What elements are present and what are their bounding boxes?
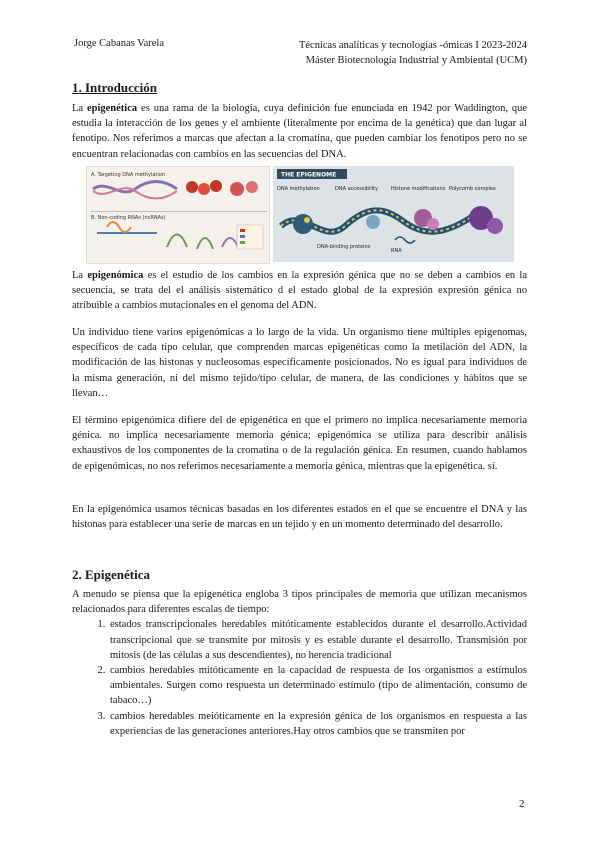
- memory-types-list: [72, 617, 527, 739]
- label-polycomb: Polycomb complex: [449, 186, 496, 192]
- label-dna-accessibility: DNA accessibility: [335, 186, 379, 192]
- p2-pre: La: [72, 270, 88, 281]
- term-epigenetica: epigenética: [86, 103, 138, 114]
- label-dna-methylation: DNA methylation: [277, 186, 320, 192]
- section-2-body: [72, 587, 527, 739]
- header-author: Jorge Cabanas Varela: [74, 38, 164, 49]
- intro-paragraph-3: [72, 325, 527, 401]
- epigenome-banner: THE EPIGENOME: [281, 171, 337, 179]
- epigenetic-mechanisms-figure: [86, 166, 270, 264]
- header-course: Técnicas analíticas y tecnologías -ómicas I 2023-2024: [298, 40, 527, 51]
- list-item: 2. cambios heredables mitóticamente en la capacidad de respuesta de los organismos a estímulos ambientales. Surgen como respuesta un determinado estímulo (tipo de alimentación, consumo de tabaco…): [108, 663, 527, 709]
- fig-label-b: B. Non-coding RNAs (ncRNAs): [91, 215, 166, 221]
- section-1: [72, 80, 527, 96]
- intro-paragraph-1: [72, 101, 527, 162]
- fig-label-a: A. Targeting DNA methylation: [91, 172, 165, 178]
- term-epigenomica: epigenómica: [87, 270, 144, 281]
- p1-pre: La: [72, 103, 87, 114]
- list-item: 3. cambios heredables meióticamente en la expresión génica de los organismos en respuesta a las experiencias de las generaciones anteriores.Hay otros cambios que se transmiten por: [108, 709, 527, 739]
- section-2-title: 2. Epigenética: [72, 567, 150, 582]
- list-item: 1. estados transcripcionales heredables mitóticamente establecidos durante el desarrollo.Actividad transcripcional que se transmite por mitosis y es estable durante el desarrollo. Transmisión por mitosis (de las células a sus descendientes), no herencia tradicional: [108, 617, 527, 663]
- section-2: [72, 567, 527, 583]
- intro-paragraph-2: [72, 268, 527, 314]
- section-1-title: 1. Introducción: [72, 80, 157, 95]
- p2-text: es el estudio de los cambios en la expresión génica que no se deben a cambios en la secuencia, se trata del el análisis sistemático d el estado global de la expresión expresión génica no atribuible a cambios mutacionales en el genoma del ADN.: [72, 270, 528, 312]
- figures-row: [86, 166, 514, 262]
- label-dna-binding: DNA-binding proteins: [317, 244, 371, 250]
- header-course-info: [299, 38, 527, 68]
- epigenome-figure: [273, 166, 514, 262]
- page-number: 2: [519, 798, 525, 810]
- p5-text: En la epigenómica usamos técnicas basadas en los diferentes estados en el que se encuentre el DNA y las histonas para establecer una serie de marcas en un tejido y en un momento determinado del desarrollo.: [72, 504, 527, 531]
- label-histone-mod: Histone modifications: [391, 186, 446, 192]
- section-2-intro: A menudo se piensa que la epigenética engloba 3 tipos principales de memoria que utilizan mecanismos relacionados para diferentes escalas de tiempo:: [72, 589, 527, 616]
- p4-text: El término epigenómica difiere del de epigenética en que el primero no implica necesariamente memoria génica. no implica necesariamente memoria génica; epigenómica se utiliza para describir análisis exhaustivos de los componentes de la cromatina o de la regulación génica. En resumen, cuando hablamos de epigenómicas, no nos referimos necesariamente a memoria génica, mientras que la epigenética. sí.: [72, 415, 527, 472]
- mechanisms-illustration: [87, 167, 269, 263]
- header-master: Máster Biotecnología Industrial y Ambiental (UCM): [305, 55, 527, 66]
- intro-paragraph-5: [72, 502, 527, 532]
- intro-paragraph-4: [72, 413, 527, 474]
- p3-text: Un individuo tiene varios epigenómicas a lo largo de la vida. Un organismo tiene múltiples epigenomas, específicos de cada tipo celular, que comprenden marcas epigenéticas como la metilación del ADN, la modificación de las histonas y nucleosomas específicamente posicionados. No es igual para individuos de la misma generación, ni del mismo tejido/tipo celular, de manera, de las condiciones y hábitos que se llevan…: [72, 327, 527, 399]
- label-rna: RNA: [391, 248, 402, 254]
- p1-text: es una rama de la biología, cuya definición fue enunciada en 1942 por Waddington, que estudia la interacción de los genes y el ambiente (literalmente por encima de la genética) que dan lugar al fenotipo. Nos referimos a marcas que afectan a la cromatina, que pueden cambiar los fenotipos pero no se encuentran relacionadas con cambios en las secuencias del DNA.: [72, 103, 528, 160]
- epigenome-illustration: [273, 166, 514, 262]
